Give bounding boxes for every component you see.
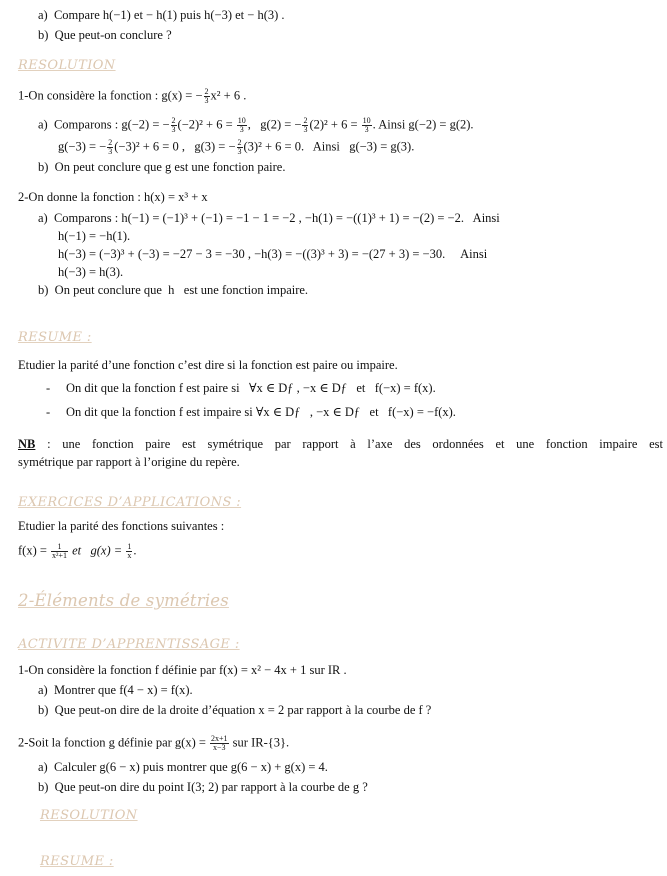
part2-b: b) On peut conclure que h est une fonction impaire. bbox=[38, 283, 309, 297]
fraction: $\frac{10}{3}$ bbox=[237, 116, 246, 134]
part2-intro: 2-On donne la fonction : h(x) = x³ + x bbox=[18, 190, 208, 204]
fraction: $\frac{2}{3}$ bbox=[237, 138, 242, 156]
part1-intro-text: 1-On considère la fonction : g(x) = − bbox=[18, 88, 203, 103]
bullet-dash: - bbox=[46, 405, 51, 419]
nb-line-2: symétrique par rapport à l’origine du repère. bbox=[18, 455, 240, 469]
fraction: $\frac{2}{3}$ bbox=[204, 87, 209, 105]
fraction: $\frac{2}{3}$ bbox=[108, 138, 113, 156]
fraction: $\frac{2}{3}$ bbox=[171, 116, 176, 134]
nb-label: NB bbox=[18, 437, 36, 451]
nb-text-1: : une fonction paire est symétrique par rapport à l’axe des ordonnées et une fonction impaire est bbox=[47, 437, 664, 451]
heading-resolution-2: RESOLUTION bbox=[40, 808, 138, 823]
heading-resume-1: RESUME : bbox=[18, 330, 92, 345]
nb-line-1 bbox=[18, 437, 663, 452]
part2-a-line2: h(−1) = −h(1). bbox=[58, 229, 131, 243]
activite-part2: 2-Soit la fonction g définie par g(x) = $\frac{2x+1}{x-3}$ sur IR-{3}. bbox=[18, 734, 290, 752]
part2-a-line1: a) Comparons : h(−1) = (−1)³ + (−1) = −1 − 1 = −2 , −h(1) = −((1)³ + 1) = −(2) = −2. Ainsi bbox=[38, 211, 500, 225]
part2-a-line3: h(−3) = (−3)³ + (−3) = −27 − 3 = −30 , −h(3) = −((3)³ + 3) = −(27 + 3) = −30. Ainsi bbox=[58, 247, 488, 261]
activite-part2-b: b) Que peut-on dire du point I(3; 2) par rapport à la courbe de g ? bbox=[38, 780, 368, 794]
question-b: b) Que peut-on conclure ? bbox=[38, 28, 172, 42]
activite-part2-a: a) Calculer g(6 − x) puis montrer que g(6 − x) + g(x) = 4. bbox=[38, 760, 328, 774]
resume-paire: On dit que la fonction f est paire si ∀x ∈ Dƒ , −x ∈ Dƒ et f(−x) = f(x). bbox=[66, 381, 436, 395]
exercice-functions: f(x) = $\frac{1}{\text{x²+1}}$ et g(x) = $\frac{1}{x}$ . bbox=[18, 542, 137, 560]
part1-a-line1: a) Comparons : g(−2) = − $\frac{2}{3}$ (−2)² + 6 = $\frac{10}{3}$ , g(2) = − $\frac{2}{3}$ (2)² + 6 = $\frac{10}{3}$ . Ainsi g(−2) = g(2). bbox=[38, 116, 474, 134]
heading-activite: ACTIVITE D’APPRENTISSAGE : bbox=[18, 637, 240, 652]
part1-b: b) On peut conclure que g est une fonction paire. bbox=[38, 160, 286, 174]
fraction: $\frac{2}{3}$ bbox=[303, 116, 308, 134]
heading-elements-symetries: 2-Éléments de symétries bbox=[18, 591, 229, 610]
activite-part1-a: a) Montrer que f(4 − x) = f(x). bbox=[38, 683, 193, 697]
fraction: $\frac{1}{\text{x²+1}}$ bbox=[52, 542, 67, 560]
part1-a-line2: g(−3) = − $\frac{2}{3}$ (−3)² + 6 = 0 , g(3) = − $\frac{2}{3}$ (3)² + 6 = 0. Ainsi g(−3) = g(3). bbox=[58, 138, 415, 156]
fraction: $\frac{2x+1}{x-3}$ bbox=[211, 734, 228, 752]
fraction: $\frac{1}{x}$ bbox=[127, 542, 132, 560]
exercice-intro: Etudier la parité des fonctions suivantes : bbox=[18, 519, 225, 533]
activite-part1-b: b) Que peut-on dire de la droite d’équation x = 2 par rapport à la courbe de f ? bbox=[38, 703, 432, 717]
part2-a-line4: h(−3) = h(3). bbox=[58, 265, 124, 279]
bullet-dash: - bbox=[46, 381, 51, 395]
fraction: $\frac{10}{3}$ bbox=[362, 116, 371, 134]
resume-impaire: On dit que la fonction f est impaire si ∀x ∈ Dƒ , −x ∈ Dƒ et f(−x) = −f(x). bbox=[66, 405, 456, 419]
heading-exercices: EXERCICES D’APPLICATIONS : bbox=[18, 495, 242, 510]
resume-intro: Etudier la parité d’une fonction c’est dire si la fonction est paire ou impaire. bbox=[18, 358, 398, 372]
heading-resume-2: RESUME : bbox=[40, 854, 114, 869]
part1-intro bbox=[18, 88, 246, 105]
question-a: a) Compare h(−1) et − h(1) puis h(−3) et − h(3) . bbox=[38, 8, 285, 22]
activite-part1: 1-On considère la fonction f définie par f(x) = x² − 4x + 1 sur IR . bbox=[18, 663, 347, 677]
heading-resolution-1: RESOLUTION bbox=[18, 58, 116, 73]
part1-intro-end: x² + 6 . bbox=[210, 88, 247, 103]
